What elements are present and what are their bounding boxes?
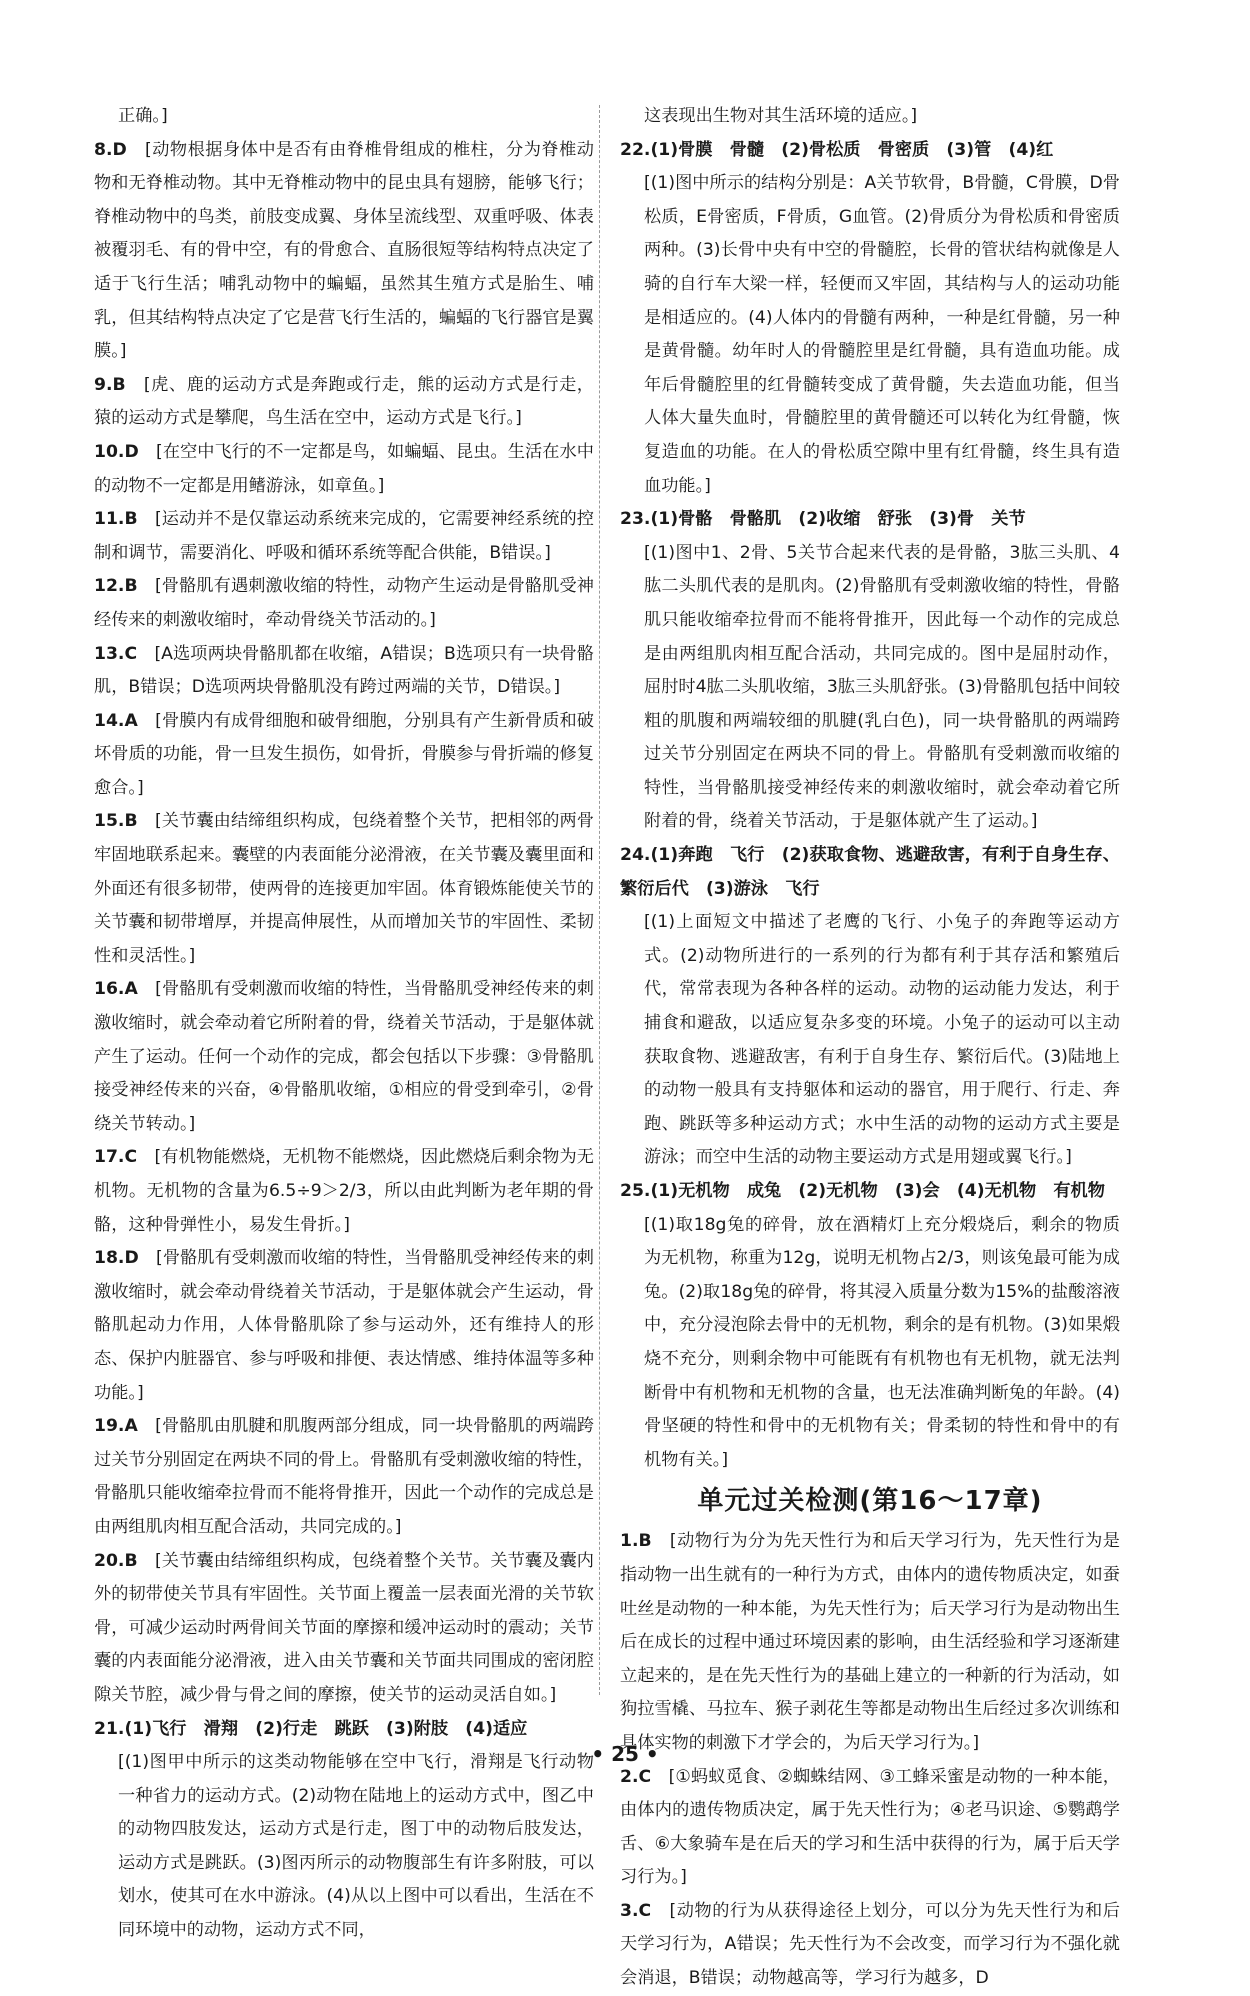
answer-item bbox=[94, 570, 594, 637]
answer-head bbox=[94, 1242, 594, 1410]
answer-item bbox=[94, 638, 594, 705]
answer-item bbox=[620, 503, 1120, 839]
answer-choice: D bbox=[112, 139, 127, 160]
question-number: 14. bbox=[94, 710, 125, 731]
answer-choice: C bbox=[638, 1900, 652, 1921]
answer-choice: B bbox=[124, 509, 138, 530]
answer-head bbox=[620, 503, 1120, 537]
answer-head bbox=[94, 503, 594, 570]
answer-item bbox=[620, 1525, 1120, 1760]
page-number: • 25 • bbox=[591, 1742, 659, 1766]
answer-head bbox=[94, 1545, 594, 1713]
question-number: 25. bbox=[620, 1181, 651, 1201]
answer-choice: B bbox=[124, 576, 138, 597]
answer-choice: B bbox=[112, 374, 126, 395]
answer-choice: A bbox=[124, 1416, 138, 1437]
answer-item bbox=[94, 1242, 594, 1410]
sub-answers: (1)飞行 滑翔 (2)行走 跳跃 (3)附肢 (4)适应 bbox=[124, 1718, 528, 1739]
question-number: 12. bbox=[94, 576, 125, 597]
question-number: 10. bbox=[94, 441, 125, 462]
question-number: 24. bbox=[620, 845, 651, 866]
answer-choice: C bbox=[638, 1766, 652, 1787]
answer-head bbox=[94, 805, 594, 973]
answer-item bbox=[620, 1761, 1120, 1895]
answer-choice: B bbox=[124, 811, 138, 832]
explanation: [关节囊由结缔组织构成，包绕着整个关节，把相邻的两骨牢固地联系起来。囊壁的内表面能分泌滑液，在关节囊及囊里面和外面还有很多韧带，使两骨的连接更加牢固。体育锻炼能使关节的关节囊和韧带增厚，并提高伸展性，从而增加关节的牢固性、柔韧性和灵活性。] bbox=[94, 811, 594, 966]
explanation: [在空中飞行的不一定都是鸟，如蝙蝠、昆虫。生活在水中的动物不一定都是用鳍游泳，如章鱼。] bbox=[94, 441, 594, 496]
explanation: [关节囊由结缔组织构成，包绕着整个关节。关节囊及囊内外的韧带使关节具有牢固性。关节面上覆盖一层表面光滑的关节软骨，可减少运动时两骨间关节面的摩擦和缓冲运动时的震动；关节囊的内表面能分泌滑液，进入由关节囊和关节面共同围成的密闭腔隙关节腔，减少骨与骨之间的摩擦，使关节的运动灵活自如。] bbox=[94, 1550, 594, 1705]
answer-item bbox=[94, 100, 594, 134]
answer-item bbox=[94, 1141, 594, 1242]
answer-item bbox=[620, 100, 1120, 134]
answer-item bbox=[94, 503, 594, 570]
explanation: [虎、鹿的运动方式是奔跑或行走，熊的运动方式是行走，猿的运动方式是攀爬，鸟生活在空中，运动方式是飞行。] bbox=[94, 374, 594, 429]
answer-item bbox=[620, 134, 1120, 504]
answer-choice: B bbox=[124, 1550, 138, 1571]
answer-choice: C bbox=[124, 643, 138, 664]
explanation: [(1)图中1、2骨、5关节合起来代表的是骨骼，3肱三头肌、4肱二头肌代表的是肌肉。(2)骨骼肌有受刺激收缩的特性，骨骼肌只能收缩牵拉骨而不能将骨推开，因此每一个动作的完成总是由两组肌肉相互配合活动，共同完成的。图中是屈肘动作，屈肘时4肱二头肌收缩，3肱三头肌舒张。(3)骨骼肌包括中间较粗的肌腹和两端较细的肌腱(乳白色)，同一块骨骼肌的两端跨过关节分别固定在两块不同的骨上。骨骼肌有受刺激而收缩的特性，当骨骼肌接受神经传来的刺激收缩时，就会牵动着它所附着的骨，绕着关节活动，于是躯体就产生了运动。] bbox=[644, 542, 1120, 832]
question-number: 11. bbox=[94, 509, 125, 530]
answer-head bbox=[94, 1141, 594, 1242]
answer-item bbox=[620, 1175, 1120, 1477]
question-number: 18. bbox=[94, 1248, 125, 1269]
explanation: [(1)取18g兔的碎骨，放在酒精灯上充分煅烧后，剩余的物质为无机物，称重为12g，说明无机物占2/3，则该兔最可能为成兔。(2)取18g兔的碎骨，将其浸入质量分数为15%的盐酸溶液中，充分浸泡除去骨中的无机物，剩余的是有机物。(3)如果煅烧不充分，则剩余物中可能既有有机物也有无机物，就无法判断骨中有机物和无机物的含量，也无法准确判断兔的年龄。(4)骨坚硬的特性和骨中的无机物有关；骨柔韧的特性和骨中的有机物有关。] bbox=[644, 1214, 1120, 1470]
answer-head bbox=[620, 134, 1120, 168]
answer-item bbox=[94, 805, 594, 973]
answer-item bbox=[94, 134, 594, 369]
answer-head bbox=[620, 1175, 1120, 1209]
question-number: 16. bbox=[94, 979, 125, 1000]
answer-head bbox=[94, 705, 594, 806]
answer-item bbox=[94, 369, 594, 436]
explanation: [①蚂蚁觅食、②蜘蛛结网、③工蜂采蜜是动物的一种本能，由体内的遗传物质决定，属于先天性行为；④老马识途、⑤鹦鹉学舌、⑥大象骑车是在后天的学习和生活中获得的行为，属于后天学习行为。] bbox=[620, 1766, 1120, 1888]
explanation: [动物行为分为先天性行为和后天学习行为，先天性行为是指动物一出生就有的一种行为方式，由体内的遗传物质决定，如蚕吐丝是动物的一种本能，为先天性行为；后天学习行为是动物出生后在成长的过程中通过环境因素的影响，由生活经验和学习逐渐建立起来的，是在先天性行为的基础上建立的一种新的行为活动，如狗拉雪橇、马拉车、猴子剥花生等都是动物出生后经过多次训练和具体实物的刺激下才学会的，为后天学习行为。] bbox=[620, 1531, 1120, 1753]
explanation: [动物根据身体中是否有由脊椎骨组成的椎柱，分为脊椎动物和无脊椎动物。其中无脊椎动物中的昆虫具有翅膀，能够飞行；脊椎动物中的鸟类，前肢变成翼、身体呈流线型、双重呼吸、体表被覆羽毛、有的骨中空，有的骨愈合、直肠很短等结构特点决定了适于飞行生活；哺乳动物中的蝙蝠，虽然其生殖方式是胎生、哺乳，但其结构特点决定了它是营飞行生活的，蝙蝠的飞行器官是翼膜。] bbox=[94, 139, 594, 362]
question-number: 19. bbox=[94, 1416, 125, 1437]
sub-answers: (1)奔跑 飞行 (2)获取食物、逃避敌害，有利于自身生存、繁衍后代 (3)游泳 飞行 bbox=[620, 845, 1120, 899]
explanation: [骨骼肌由肌腱和肌腹两部分组成，同一块骨骼肌的两端跨过关节分别固定在两块不同的骨上。骨骼肌有受刺激收缩的特性，骨骼肌只能收缩牵拉骨而不能将骨推开，因此一个动作的完成总是由两组肌肉相互配合活动，共同完成的。] bbox=[94, 1416, 594, 1537]
sub-answers: (1)无机物 成兔 (2)无机物 (3)会 (4)无机物 有机物 bbox=[650, 1181, 1105, 1201]
sub-answers: (1)骨骼 骨骼肌 (2)收缩 舒张 (3)骨 关节 bbox=[650, 509, 1026, 530]
answer-item bbox=[620, 839, 1120, 1175]
column-divider bbox=[599, 105, 600, 1695]
answer-head bbox=[94, 369, 594, 436]
answer-item bbox=[94, 705, 594, 806]
explanation: [骨膜内有成骨细胞和破骨细胞，分别具有产生新骨质和破坏骨质的功能，骨一旦发生损伤，如骨折，骨膜参与骨折端的修复愈合。] bbox=[94, 710, 594, 798]
answer-head bbox=[620, 839, 1120, 906]
answer-head bbox=[620, 1525, 1120, 1760]
answer-choice: D bbox=[124, 441, 139, 462]
question-number: 20. bbox=[94, 1550, 125, 1571]
explanation: [有机物能燃烧，无机物不能燃烧，因此燃烧后剩余物为无机物。无机物的含量为6.5÷9＞2/3，所以由此判断为老年期的骨骼，这种骨弹性小，易发生骨折。] bbox=[94, 1147, 594, 1235]
explanation: [(1)图甲中所示的这类动物能够在空中飞行，滑翔是飞行动物一种省力的运动方式。(2)动物在陆地上的运动方式中，图乙中的动物四肢发达，运动方式是行走，图丁中的动物后肢发达，运动方式是跳跃。(3)图丙所示的动物腹部生有许多附肢，可以划水，使其可在水中游泳。(4)从以上图中可以看出，生活在不同环境中的动物，运动方式不同， bbox=[118, 1752, 594, 1941]
question-number: 8. bbox=[94, 139, 113, 160]
left-column bbox=[94, 100, 594, 1948]
question-number: 15. bbox=[94, 811, 125, 832]
section-title: 单元过关检测(第16～17章) bbox=[697, 1486, 1043, 1517]
explanation: [运动并不是仅靠运动系统来完成的，它需要神经系统的控制和调节，需要消化、呼吸和循环系统等配合供能，B错误。] bbox=[94, 509, 594, 563]
answer-item bbox=[94, 436, 594, 503]
answer-item bbox=[94, 973, 594, 1141]
question-number: 3. bbox=[620, 1900, 639, 1921]
answer-head bbox=[94, 638, 594, 705]
answer-item bbox=[94, 1410, 594, 1544]
answer-item bbox=[94, 1545, 594, 1713]
continued-text: 正确。] bbox=[118, 106, 168, 126]
explanation: [骨骼肌有遇刺激收缩的特性，动物产生运动是骨骼肌受神经传来的刺激收缩时，牵动骨绕关节活动的。] bbox=[94, 576, 594, 630]
explanation: [(1)图中所示的结构分别是：A关节软骨，B骨髓，C骨膜，D骨松质，E骨密质，F骨质，G血管。(2)骨质分为骨松质和骨密质两种。(3)长骨中央有中空的骨髓腔，长骨的管状结构就像是人骑的自行车大梁一样，轻便而又牢固，其结构与人的运动功能是相适应的。(4)人体内的骨髓有两种，一种是红骨髓，另一种是黄骨髓。幼年时人的骨髓腔里是红骨髓，具有造血功能。成年后骨髓腔里的红骨髓转变成了黄骨髓，失去造血功能，但当人体大量失血时，骨髓腔里的黄骨髓还可以转化为红骨髓，恢复造血的功能。在人的骨松质空隙中里有红骨髓，终生具有造血功能。] bbox=[644, 173, 1120, 496]
answer-head bbox=[620, 1761, 1120, 1895]
answer-choice: A bbox=[124, 710, 138, 731]
answer-head bbox=[620, 1895, 1120, 1996]
explanation: [动物的行为从获得途径上划分，可以分为先天性行为和后天学习行为，A错误；先天性行为不会改变，而学习行为不强化就会消退，B错误；动物越高等，学习行为越多，D bbox=[620, 1900, 1120, 1989]
answer-head bbox=[94, 134, 594, 369]
answer-choice: C bbox=[124, 1147, 138, 1168]
continued-text: 这表现出生物对其生活环境的适应。] bbox=[644, 106, 918, 126]
question-number: 13. bbox=[94, 643, 125, 664]
answer-choice: A bbox=[124, 979, 138, 1000]
answer-head bbox=[94, 436, 594, 503]
answer-item bbox=[620, 1895, 1120, 1996]
answer-head bbox=[94, 570, 594, 637]
question-number: 22. bbox=[620, 139, 651, 160]
question-number: 23. bbox=[620, 509, 651, 530]
question-number: 9. bbox=[94, 374, 113, 395]
explanation: [骨骼肌有受刺激而收缩的特性，当骨骼肌受神经传来的刺激收缩时，就会牵动骨绕着关节活动，于是躯体就会产生运动，骨骼肌起动力作用，人体骨骼肌除了参与运动外，还有维持人的形态、保护内脏器官、参与呼吸和排便、表达情感、维持体温等多种功能。] bbox=[94, 1248, 594, 1403]
answer-choice: D bbox=[124, 1248, 139, 1269]
question-number: 2. bbox=[620, 1766, 639, 1787]
explanation: [A选项两块骨骼肌都在收缩，A错误；B选项只有一块骨骼肌，B错误；D选项两块骨骼肌没有跨过两端的关节，D错误。] bbox=[94, 643, 594, 698]
answer-head bbox=[94, 973, 594, 1141]
question-number: 17. bbox=[94, 1147, 125, 1168]
right-column bbox=[620, 100, 1120, 1996]
answer-choice: B bbox=[638, 1531, 652, 1552]
question-number: 21. bbox=[94, 1718, 125, 1739]
question-number: 1. bbox=[620, 1531, 639, 1552]
answer-head bbox=[94, 1410, 594, 1544]
explanation: [(1)上面短文中描述了老鹰的飞行、小兔子的奔跑等运动方式。(2)动物所进行的一系列的行为都有利于其存活和繁殖后代，常常表现为各种各样的运动。动物的运动能力发达，利于捕食和避敌，以适应复杂多变的环境。小兔子的运动可以主动获取食物、逃避敌害，有利于自身生存、繁衍后代。(3)陆地上的动物一般具有支持躯体和运动的器官，用于爬行、行走、奔跑、跳跃等多种运动方式；水中生活的动物的运动方式主要是游泳；而空中生活的动物主要运动方式是用翅或翼飞行。] bbox=[644, 912, 1120, 1168]
sub-answers: (1)骨膜 骨髓 (2)骨松质 骨密质 (3)管 (4)红 bbox=[650, 139, 1054, 160]
explanation: [骨骼肌有受刺激而收缩的特性，当骨骼肌受神经传来的刺激收缩时，就会牵动着它所附着的骨，绕着关节活动，于是躯体就产生了运动。任何一个动作的完成，都会包括以下步骤：③骨骼肌接受神经传来的兴奋，④骨骼肌收缩，①相应的骨受到牵引，②骨绕关节转动。] bbox=[94, 979, 594, 1134]
